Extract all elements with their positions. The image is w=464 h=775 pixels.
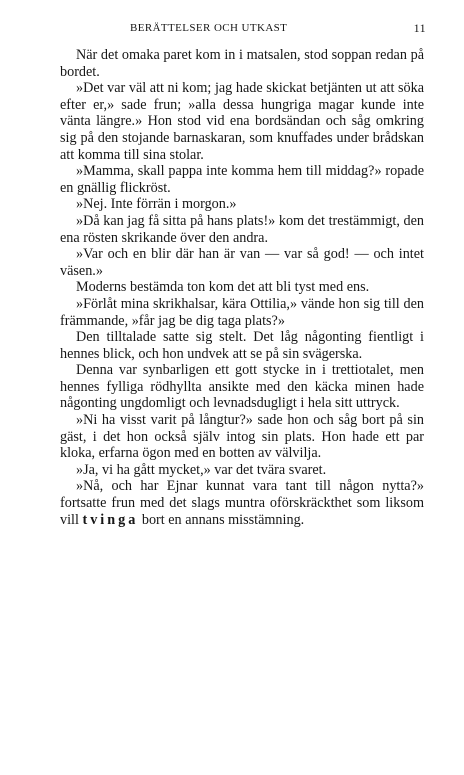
paragraph: »Ja, vi ha gått mycket,» var det tvära svaret. <box>76 461 327 478</box>
paragraph: »Ni ha visst varit på långtur?» sade hon och såg bort på sin gäst, i det hon också själv intog sin plats. Hon hade ett par kloka, erfarna ögon med en botten av välvilja. <box>60 412 424 462</box>
paragraph: »Var och en blir där han är van — var så god! — och intet väsen.» <box>60 246 424 279</box>
spaced-emphasis: tvinga <box>82 511 139 528</box>
paragraph: »Då kan jag få sitta på hans plats!» kom det trestämmigt, den ena rösten skrikande över den andra. <box>60 212 424 246</box>
paragraph: »Mamma, skall pappa inte komma hem till middag?» ropade en gnällig flickröst. <box>60 163 424 196</box>
paragraph <box>60 478 424 528</box>
page-header <box>60 22 434 38</box>
paragraph-text: bort en annans misstämning. <box>138 511 305 528</box>
page-number: 11 <box>413 21 426 35</box>
paragraph: Den tilltalade satte sig stelt. Det låg någonting fientligt i hennes blick, och hon undvek att se på sin svägerska. <box>60 329 424 362</box>
paragraph-text: »Nå, och har Ejnar kunnat vara tant till någon nytta?» fortsatte frun med det slags muntra oförskräckthet som liksom vill <box>60 478 424 528</box>
paragraph: Denna var synbarligen ett gott stycke in i trettiotalet, men hennes fylliga rödhyllta ansikte med den käcka minen hade någonting ungdomligt och levnadsdugligt i hela sitt uttryck. <box>60 362 424 412</box>
paragraph: »Nej. Inte förrän i morgon.» <box>76 196 237 213</box>
paragraph: Moderns bestämda ton kom det att bli tyst med ens. <box>76 279 370 296</box>
running-head: BERÄTTELSER OCH UTKAST <box>130 22 288 34</box>
body-text <box>60 47 424 528</box>
paragraph: När det omaka paret kom in i matsalen, stod soppan redan på bordet. <box>60 47 424 80</box>
paragraph: »Förlåt mina skrikhalsar, kära Ottilia,» vände hon sig till den främmande, »får jag be dig taga plats?» <box>60 295 424 329</box>
paragraph: »Det var väl att ni kom; jag hade skickat betjänten ut att söka efter er,» sade frun; »alla dessa hungriga magar kunde inte vänta längre.» Hon stod vid ena bordsändan och såg omkring sig på den stojande barnaskaran, som knuffades under brådskan att komma till sina stolar. <box>60 80 424 163</box>
